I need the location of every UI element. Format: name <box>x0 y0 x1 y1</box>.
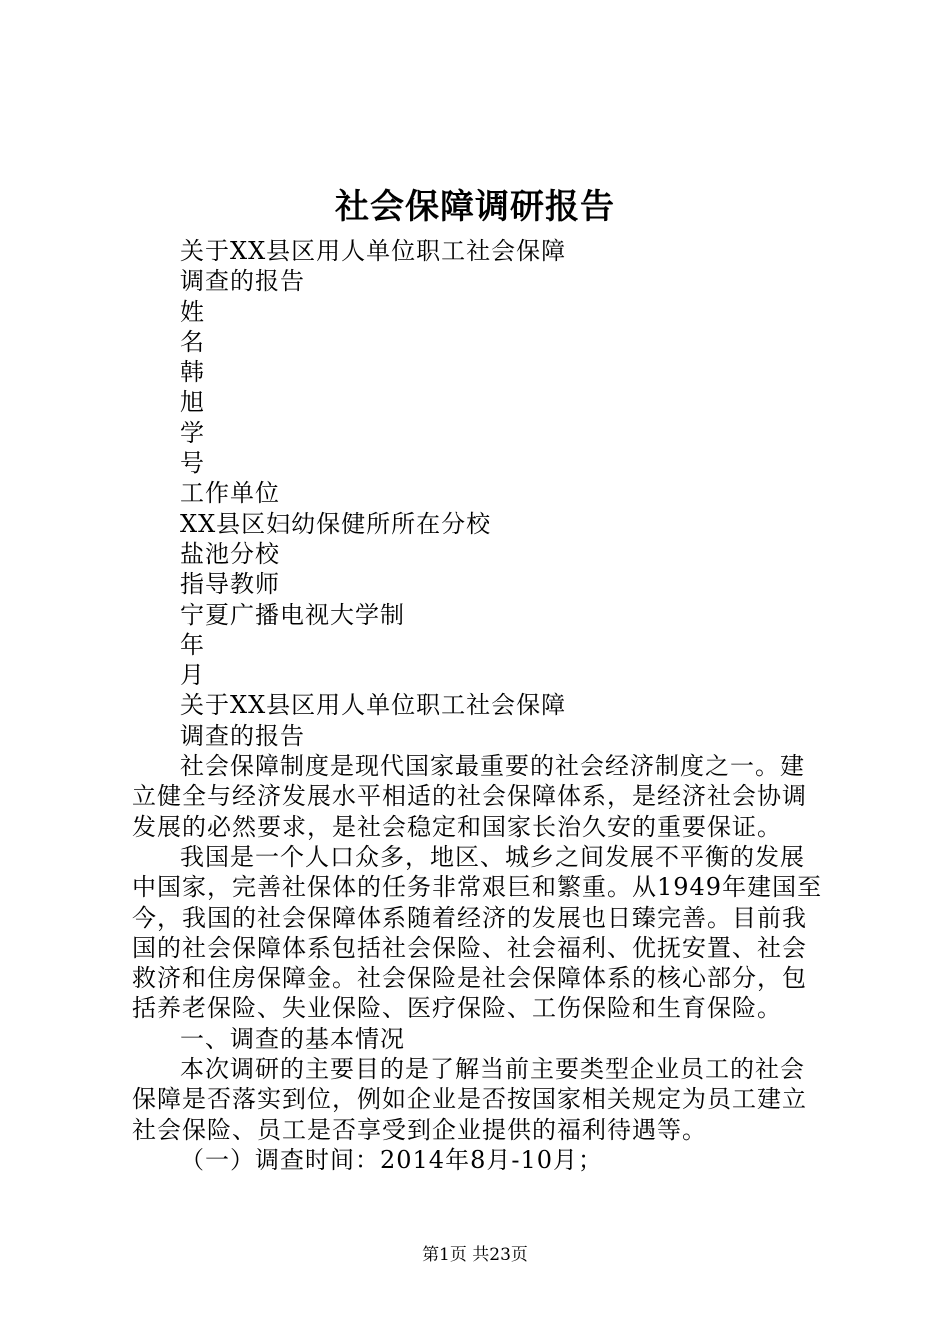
survey-time-line: （一）调查时间：2014年8月-10月； <box>180 1145 603 1174</box>
paragraph-line: 中国家，完善社保体的任务非常艰巨和繁重。从1949年建国至 <box>132 873 823 902</box>
cover-line: 号 <box>180 449 205 478</box>
cover-line: 调查的报告 <box>180 721 305 750</box>
section-heading: 一、调查的基本情况 <box>180 1024 405 1053</box>
cover-line: 工作单位 <box>180 479 280 508</box>
cover-line: XX县区妇幼保健所所在分校 <box>180 509 492 538</box>
paragraph-line: 救济和住房保障金。社会保险是社会保障体系的核心部分，包 <box>132 964 807 993</box>
paragraph-first-line: 社会保障制度是现代国家最重要的社会经济制度之一。建 <box>180 752 805 781</box>
cover-line: 指导教师 <box>180 570 280 599</box>
page-footer: 第1页 共23页 <box>422 1245 528 1265</box>
paragraph-line: 括养老保险、失业保险、医疗保险、工伤保险和生育保险。 <box>132 994 782 1023</box>
cover-line: 韩 <box>180 358 205 387</box>
paragraph-line: 国的社会保障体系包括社会保险、社会福利、优抚安置、社会 <box>132 933 807 962</box>
cover-line: 姓 <box>180 297 205 326</box>
cover-line: 年 <box>180 630 205 659</box>
paragraph-line: 保障是否落实到位，例如企业是否按国家相关规定为员工建立 <box>132 1085 807 1114</box>
cover-line: 盐池分校 <box>180 539 280 568</box>
document-body <box>132 236 830 1175</box>
cover-line: 月 <box>180 661 205 690</box>
document-title: 社会保障调研报告 <box>335 187 615 227</box>
cover-line: 旭 <box>180 388 205 417</box>
cover-line: 调查的报告 <box>180 267 305 296</box>
cover-line: 名 <box>180 327 205 356</box>
cover-line: 关于XX县区用人单位职工社会保障 <box>180 237 567 265</box>
paragraph-line: 今，我国的社会保障体系随着经济的发展也日臻完善。目前我 <box>132 903 807 932</box>
paragraph-first-line: 我国是一个人口众多，地区、城乡之间发展不平衡的发展 <box>180 842 805 871</box>
cover-line: 关于XX县区用人单位职工社会保障 <box>180 691 567 720</box>
cover-line: 宁夏广播电视大学制 <box>180 600 405 629</box>
paragraph-line: 社会保险、员工是否享受到企业提供的福利待遇等。 <box>132 1115 707 1144</box>
cover-line: 学 <box>180 418 205 447</box>
paragraph-line: 立健全与经济发展水平相适的社会保障体系，是经济社会协调 <box>132 782 807 811</box>
paragraph-first-line: 本次调研的主要目的是了解当前主要类型企业员工的社会 <box>180 1055 805 1084</box>
paragraph-line: 发展的必然要求，是社会稳定和国家长治久安的重要保证。 <box>132 812 782 841</box>
